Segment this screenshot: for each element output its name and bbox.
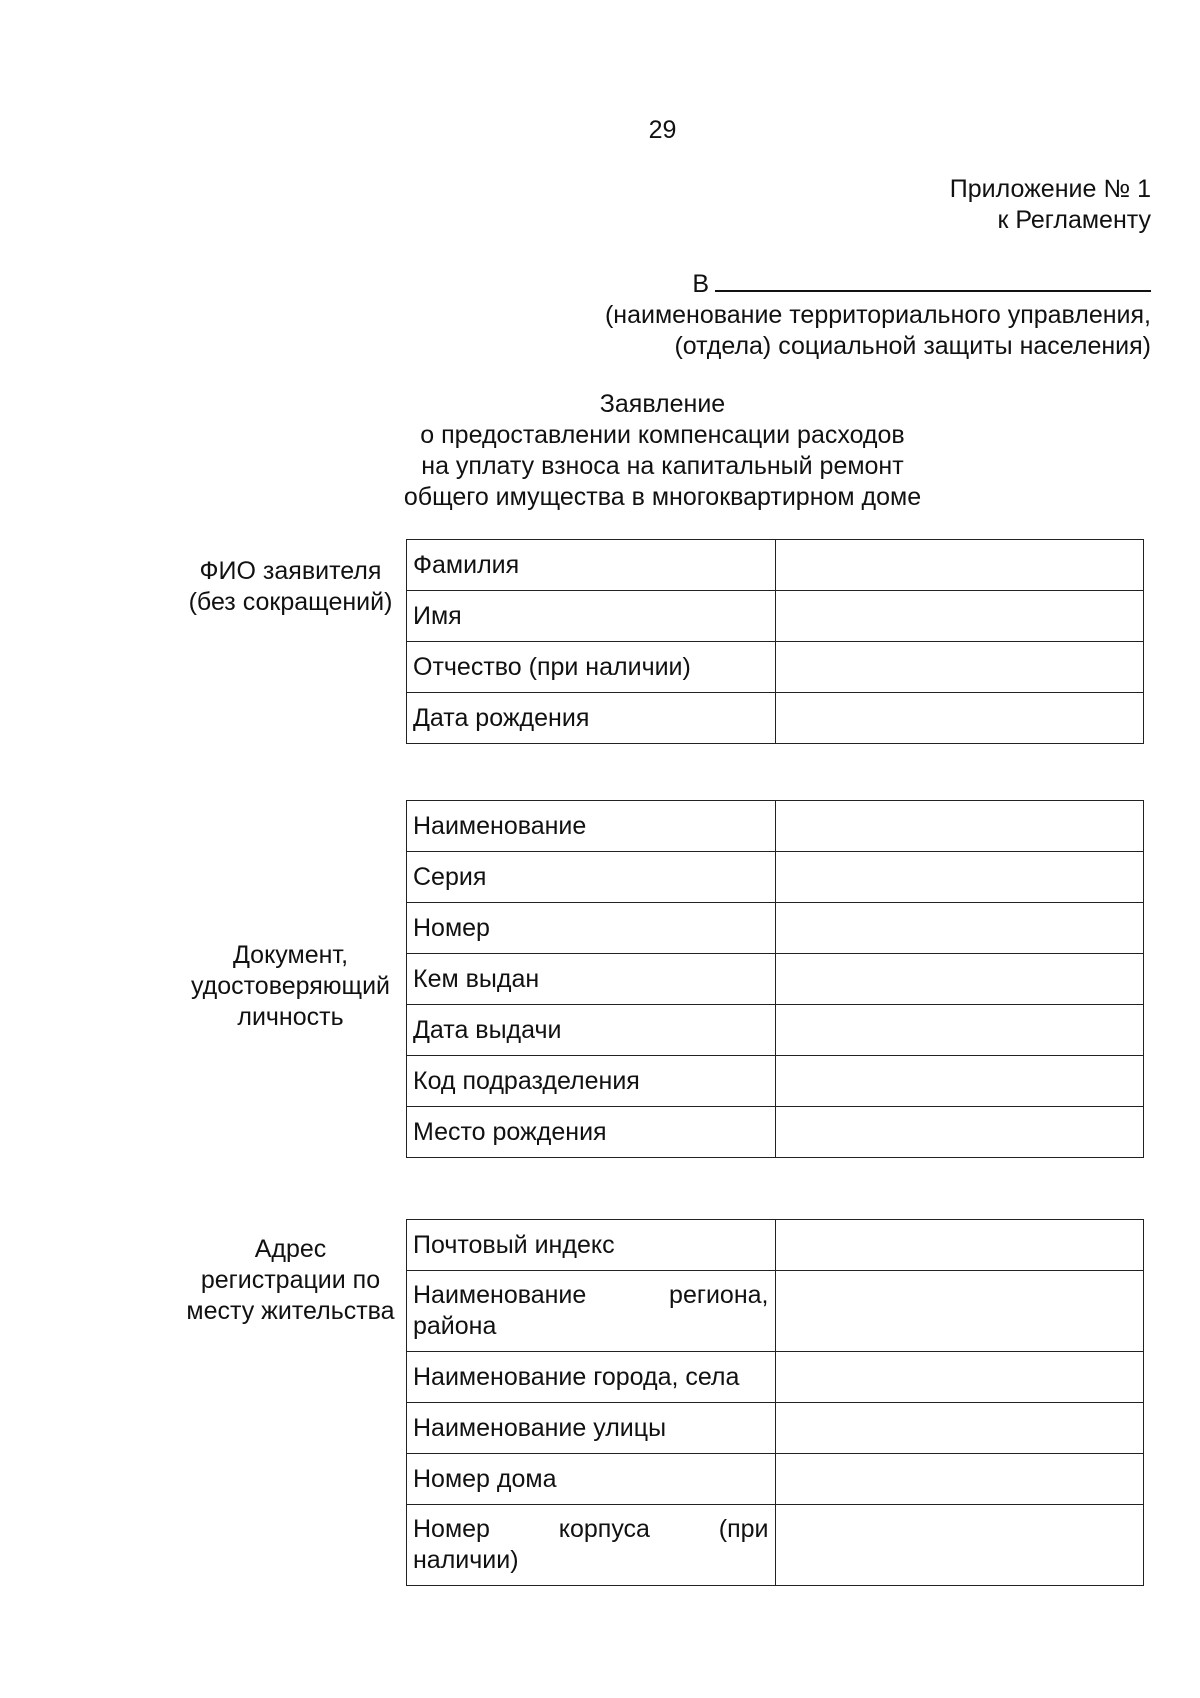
document-name-label: Наименование: [407, 801, 776, 852]
table-row: [407, 591, 1144, 642]
building-label: [407, 1505, 776, 1586]
address-section-label: [180, 1234, 401, 1327]
title-line-3: на уплату взноса на капитальный ремонт: [421, 452, 904, 480]
applicant-label-line-1: ФИО заявителя: [199, 557, 382, 585]
series-label: Серия: [407, 852, 776, 903]
table-row: [407, 1403, 1144, 1454]
patronymic-field[interactable]: [775, 642, 1144, 693]
table-row: [407, 801, 1144, 852]
city-label: Наименование города, села: [407, 1352, 776, 1403]
applicant-label-line-2: (без сокращений): [188, 588, 393, 616]
house-number-field[interactable]: [775, 1454, 1144, 1505]
issued-by-label: Кем выдан: [407, 954, 776, 1005]
surname-field[interactable]: [775, 540, 1144, 591]
birthplace-label: Место рождения: [407, 1107, 776, 1158]
number-label: Номер: [407, 903, 776, 954]
addressee-caption-1: (наименование территориального управления,: [604, 301, 1151, 329]
number-field[interactable]: [775, 903, 1144, 954]
region-label-line-1: Наименование региона,: [413, 1281, 769, 1309]
address-label-line-1: Адрес: [254, 1235, 327, 1263]
table-row: [407, 852, 1144, 903]
first-name-field[interactable]: [775, 591, 1144, 642]
street-field[interactable]: [775, 1403, 1144, 1454]
addressee-prefix: В: [692, 270, 709, 298]
identity-label-line-1: Документ,: [232, 941, 349, 969]
table-row: [407, 1271, 1144, 1352]
address-label-line-2: регистрации по: [200, 1266, 381, 1294]
table-row: [407, 1005, 1144, 1056]
patronymic-label: Отчество (при наличии): [407, 642, 776, 693]
city-field[interactable]: [775, 1352, 1144, 1403]
issued-by-field[interactable]: [775, 954, 1144, 1005]
division-code-field[interactable]: [775, 1056, 1144, 1107]
birth-date-label: Дата рождения: [407, 693, 776, 744]
page-number: 29: [648, 116, 677, 144]
table-row: [407, 1352, 1144, 1403]
identity-label-line-3: личность: [237, 1003, 344, 1031]
region-label: [407, 1271, 776, 1352]
surname-label: Фамилия: [407, 540, 776, 591]
table-row: [407, 540, 1144, 591]
addressee-block: [605, 266, 1151, 362]
document-title: [0, 389, 1200, 513]
building-field[interactable]: [775, 1505, 1144, 1586]
issue-date-field[interactable]: [775, 1005, 1144, 1056]
street-label: Наименование улицы: [407, 1403, 776, 1454]
building-label-line-2: наличии): [413, 1546, 519, 1574]
series-field[interactable]: [775, 852, 1144, 903]
table-row: [407, 903, 1144, 954]
title-line-1: Заявление: [599, 390, 726, 418]
address-table: [406, 1219, 1144, 1586]
appendix-title: Приложение № 1: [949, 175, 1151, 203]
addressee-blank-field[interactable]: [715, 266, 1151, 292]
postal-code-label: Почтовый индекс: [407, 1220, 776, 1271]
title-line-2: о предоставлении компенсации расходов: [420, 421, 905, 449]
appendix-subtitle: к Регламенту: [997, 206, 1151, 234]
building-label-line-1: Номер корпуса (при: [413, 1515, 769, 1543]
applicant-table: [406, 539, 1144, 744]
table-row: [407, 642, 1144, 693]
title-line-4: общего имущества в многоквартирном доме: [403, 483, 922, 511]
table-row: [407, 954, 1144, 1005]
identity-section-label: [180, 940, 401, 1033]
address-label-line-3: месту жительства: [186, 1297, 395, 1325]
issue-date-label: Дата выдачи: [407, 1005, 776, 1056]
table-row: [407, 693, 1144, 744]
table-row: [407, 1454, 1144, 1505]
house-number-label: Номер дома: [407, 1454, 776, 1505]
addressee-line: [605, 266, 1151, 300]
birthplace-field[interactable]: [775, 1107, 1144, 1158]
region-label-line-2: района: [413, 1312, 497, 1340]
addressee-caption-2: (отдела) социальной защиты населения): [674, 332, 1151, 360]
identity-label-line-2: удостоверяющий: [190, 972, 391, 1000]
identity-document-table: [406, 800, 1144, 1158]
table-row: [407, 1505, 1144, 1586]
first-name-label: Имя: [407, 591, 776, 642]
table-row: [407, 1107, 1144, 1158]
document-name-field[interactable]: [775, 801, 1144, 852]
birth-date-field[interactable]: [775, 693, 1144, 744]
postal-code-field[interactable]: [775, 1220, 1144, 1271]
table-row: [407, 1220, 1144, 1271]
appendix-header: [950, 174, 1151, 236]
region-field[interactable]: [775, 1271, 1144, 1352]
applicant-section-label: [180, 556, 401, 618]
table-row: [407, 1056, 1144, 1107]
division-code-label: Код подразделения: [407, 1056, 776, 1107]
